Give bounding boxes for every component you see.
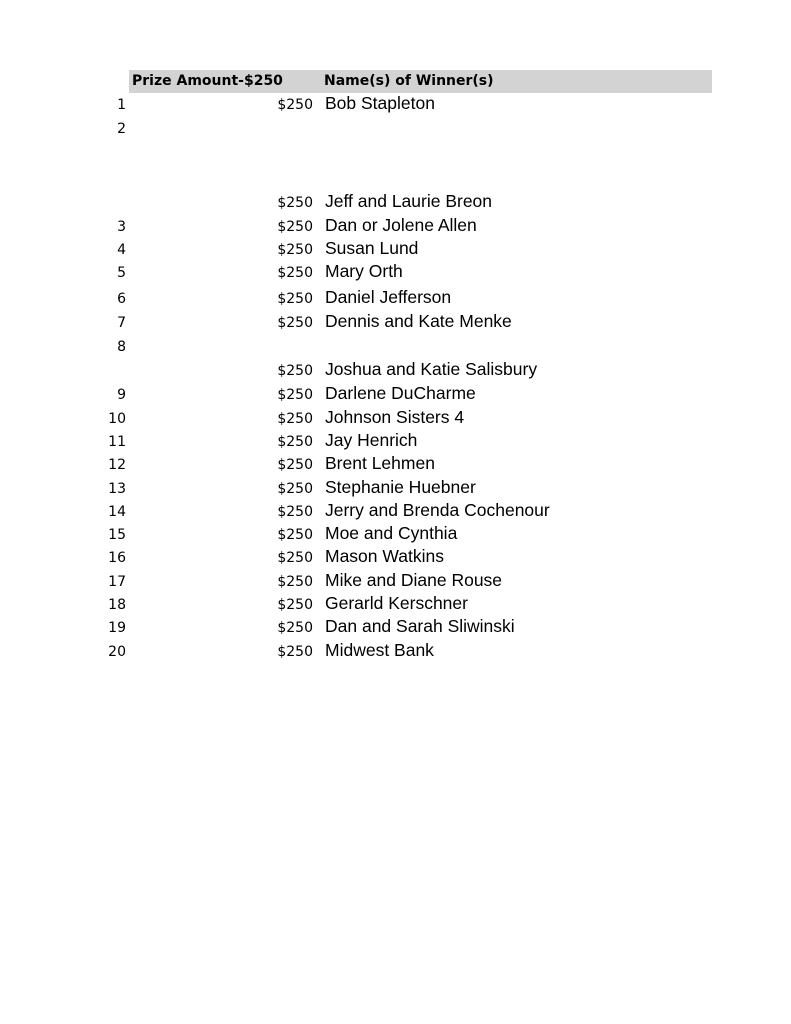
winner-name: Midwest Bank [325, 640, 434, 660]
table-row [0, 524, 791, 546]
prize-amount: $250 [277, 265, 313, 281]
row-number: 19 [108, 620, 126, 636]
row-number: 14 [108, 504, 126, 520]
prize-amount: $250 [277, 315, 313, 331]
table-row [0, 118, 791, 140]
winner-name: Brent Lehmen [325, 453, 435, 473]
winner-name: Mary Orth [325, 261, 403, 281]
prize-amount: $250 [277, 504, 313, 520]
table-row [0, 192, 791, 214]
table-row [0, 641, 791, 663]
row-number: 7 [117, 315, 126, 331]
prize-amount: $250 [277, 195, 313, 211]
table-row [0, 239, 791, 261]
winner-name: Gerarld Kerschner [325, 593, 468, 613]
prize-amount: $250 [277, 527, 313, 543]
prize-amount: $250 [277, 597, 313, 613]
table-row [0, 216, 791, 238]
row-number: 9 [117, 387, 126, 403]
winner-name: Stephanie Huebner [325, 477, 476, 497]
winner-name: Jerry and Brenda Cochenour [325, 500, 550, 520]
table-row [0, 594, 791, 616]
table-row [0, 312, 791, 334]
row-number: 8 [117, 339, 126, 355]
table-row [0, 360, 791, 382]
prize-amount: $250 [277, 457, 313, 473]
winner-name: Darlene DuCharme [325, 383, 476, 403]
row-number: 1 [117, 97, 126, 113]
winner-name: Daniel Jefferson [325, 287, 452, 307]
prize-amount: $250 [277, 242, 313, 258]
table-row [0, 478, 791, 500]
prize-amount: $250 [277, 411, 313, 427]
prize-amount: $250 [277, 550, 313, 566]
table-row [0, 408, 791, 430]
row-number: 4 [117, 242, 126, 258]
prize-amount: $250 [277, 363, 313, 379]
winner-name: Bob Stapleton [325, 93, 435, 113]
prize-amount: $250 [277, 291, 313, 307]
winner-name: Jeff and Laurie Breon [325, 191, 493, 211]
table-row [0, 571, 791, 593]
row-number: 18 [108, 597, 126, 613]
table-row [0, 94, 791, 116]
row-number: 15 [108, 527, 126, 543]
winner-names-header: Name(s) of Winner(s) [324, 73, 494, 89]
table-row [0, 617, 791, 639]
row-number: 2 [117, 121, 126, 137]
prize-amount: $250 [277, 219, 313, 235]
winner-name: Mason Watkins [325, 546, 444, 566]
winner-name: Johnson Sisters 4 [325, 407, 465, 427]
row-number: 5 [117, 265, 126, 281]
row-number: 16 [108, 550, 126, 566]
row-number: 10 [108, 411, 126, 427]
table-row [0, 288, 791, 310]
winner-name: Moe and Cynthia [325, 523, 458, 543]
table-row [0, 336, 791, 358]
winner-name: Jay Henrich [325, 430, 418, 450]
prize-amount: $250 [277, 620, 313, 636]
table-row [0, 501, 791, 523]
winner-name: Mike and Diane Rouse [325, 570, 503, 590]
row-number: 20 [108, 644, 126, 660]
table-row [0, 431, 791, 453]
winner-name: Dan or Jolene Allen [325, 215, 477, 235]
prize-amount: $250 [277, 644, 313, 660]
winner-name: Joshua and Katie Salisbury [325, 359, 538, 379]
row-number: 11 [108, 434, 126, 450]
winner-name: Susan Lund [325, 238, 419, 258]
prize-amount-header: Prize Amount-$250 [132, 73, 283, 89]
row-number: 13 [108, 481, 126, 497]
table-row [0, 384, 791, 406]
winner-name: Dan and Sarah Sliwinski [325, 616, 515, 636]
table-row [0, 454, 791, 476]
prize-amount: $250 [277, 387, 313, 403]
row-number: 6 [117, 291, 126, 307]
prize-amount: $250 [277, 481, 313, 497]
winner-name: Dennis and Kate Menke [325, 311, 512, 331]
row-number: 17 [108, 574, 126, 590]
prize-amount: $250 [277, 434, 313, 450]
prize-amount: $250 [277, 574, 313, 590]
table-row [0, 547, 791, 569]
row-number: 12 [108, 457, 126, 473]
table-row [0, 262, 791, 284]
row-number: 3 [117, 219, 126, 235]
prize-amount: $250 [277, 97, 313, 113]
